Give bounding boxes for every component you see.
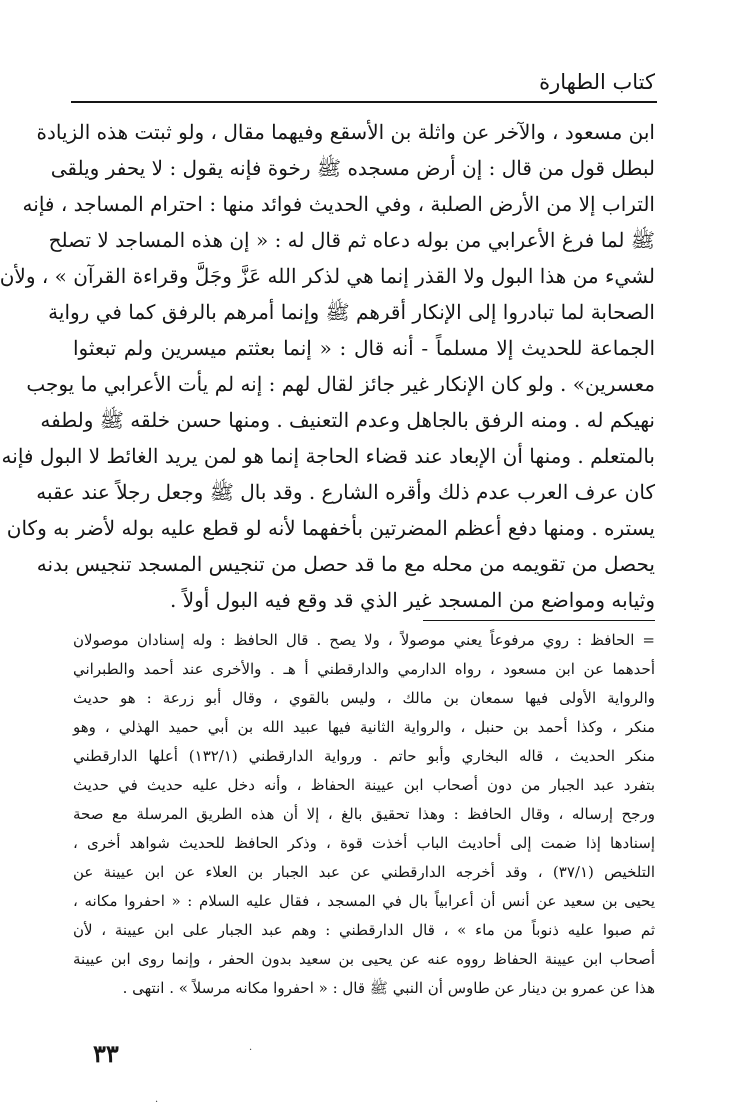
body-line: الصحابة لما تبادروا إلى الإنكار أقرهم ﷺ وإنما أمرهم بالرفق كما في رواية	[48, 300, 655, 324]
footnote-line: منكر الحديث ، قاله البخاري وأبو حاتم . ورواية الدارقطني (١٣٢/١) أعلها الدارقطني	[73, 747, 655, 765]
footnote-separator	[423, 620, 655, 621]
body-line: لشيء من هذا البول ولا القذر إنما هي لذكر الله عَزَّ وجَلَّ وقراءة القرآن » ، ولأن	[0, 264, 655, 288]
main-text	[0, 114, 655, 618]
footnote-line: والرواية الأولى فيها سمعان بن مالك ، وليس بالقوي ، وقال أبو زرعة : هو حديث	[73, 689, 655, 707]
body-line: الجماعة للحديث إلا مسلماً - أنه قال : « إنما بعثتم ميسرين ولم تبعثوا	[73, 336, 655, 360]
body-line: يحصل من تقويمه من محله مع ما قد حصل من تنجيس المسجد تنجيس بدنه	[36, 552, 655, 576]
header-rule	[71, 101, 657, 103]
footnote-line: منكر ، وكذا أحمد بن حنبل ، والرواية الثانية فيها عبيد الله بن أبي حميد الهذلي ، وهو	[73, 718, 655, 736]
footnote-line: إسنادها إذا ضمت إلى أحاديث الباب أخذت قوة ، وذكر الحافظ للحديث شواهد أخرى ،	[73, 834, 655, 852]
body-line: ﷺ لما فرغ الأعرابي من بوله دعاه ثم قال له : « إن هذه المساجد لا تصلح	[48, 228, 655, 252]
body-line: يستره . ومنها دفع أعظم المضرتين بأخفهما لأنه لو قطع عليه بوله لأضر به وكان	[6, 516, 655, 540]
body-line: بالمتعلم . ومنها أن الإبعاد عند قضاء الحاجة إنما هو لمن يريد الغائط لا البول فإنه	[1, 444, 655, 468]
footnote-line: أحدهما عن ابن مسعود ، رواه الدارمي والدارقطني أ هـ . والأخرى عند أحمد والطبراني	[73, 660, 655, 678]
scan-speck: ·	[155, 1097, 159, 1108]
footnote-line: بتفرد عبد الجبار من دون أصحاب ابن عيينة الحفاظ ، وأنه دخل عليه حديث في حديث	[73, 776, 655, 794]
running-header-title: كتاب الطهارة	[539, 70, 655, 94]
body-line: ابن مسعود ، والآخر عن واثلة بن الأسقع وفيهما مقال ، ولو ثبتت هذه الزيادة	[36, 120, 655, 144]
footnote-line: أصحاب ابن عيينة الحفاظ رووه عنه عن يحيى بن سعيد بدون الحفر ، وإنما روى ابن عيينة	[73, 950, 655, 968]
body-line: وثيابه ومواضع من المسجد غير الذي قد وقع فيه البول أولاً .	[170, 588, 655, 612]
body-line: التراب إلا من الأرض الصلبة ، وفي الحديث فوائد منها : احترام المساجد ، فإنه	[22, 192, 655, 216]
body-line: نهيكم له . ومنه الرفق بالجاهل وعدم التعنيف . ومنها حسن خلقه ﷺ ولطفه	[40, 408, 655, 432]
footnote-line: ثم صبوا عليه ذنوباً من ماء » ، قال الدارقطني : وهم عبد الجبار على ابن عيينة ، لأن	[73, 921, 655, 939]
scan-speck: ·	[249, 1045, 253, 1056]
document-page	[1, 0, 737, 1115]
footnote-text	[73, 626, 655, 1003]
page-number: ٣٣	[93, 1039, 119, 1068]
footnote-line: يحيى بن سعيد عن أنس أن أعرابياً بال في المسجد ، فقال عليه السلام : « احفروا مكانه ،	[73, 892, 655, 910]
footnote-line: التلخيص (٣٧/١) ، وقد أخرجه الدارقطني عن عبد الجبار بن العلاء عن ابن عيينة عن	[73, 863, 655, 881]
body-line: لبطل قول من قال : إن أرض مسجده ﷺ رخوة فإنه يقول : لا يحفر ويلقى	[50, 156, 655, 180]
footnote-line: = الحافظ : روي مرفوعاً يعني موصولاً ، ولا يصح . قال الحافظ : وله إسنادان موصولان	[73, 631, 655, 649]
footnote-line: هذا عن عمرو بن دينار عن طاوس أن النبي ﷺ قال : « احفروا مكانه مرسلاً » . انتهى .	[122, 979, 655, 997]
footnote-line: ورجح إرساله ، وقال الحافظ : وهذا تحقيق بالغ ، إلا أن هذه الطريق المرسلة مع صحة	[73, 805, 655, 823]
body-line: كان عرف العرب عدم ذلك وأقره الشارع . وقد بال ﷺ وجعل رجلاً عند عقبه	[36, 480, 655, 504]
body-line: معسرين» . ولو كان الإنكار غير جائز لقال لهم : إنه لم يأت الأعرابي ما يوجب	[26, 372, 655, 396]
